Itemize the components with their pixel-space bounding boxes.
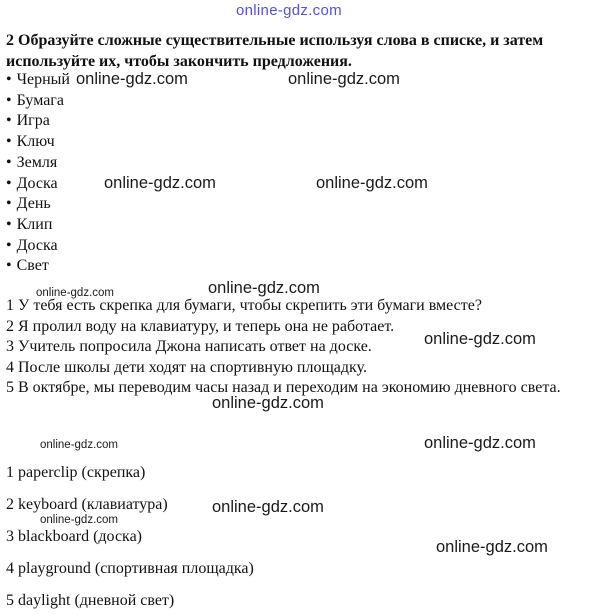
watermark: online-gdz.com: [104, 174, 216, 192]
watermark: online-gdz.com: [424, 330, 536, 348]
word-item: • День: [6, 194, 70, 215]
answer-item: 4 playground (спортивная площадка): [6, 560, 254, 577]
answer-item: 2 keyboard (клавиатура): [6, 496, 168, 513]
word-item: • Земля: [6, 153, 70, 174]
watermark: online-gdz.com: [436, 538, 548, 556]
watermark: online-gdz.com: [208, 279, 320, 297]
sentence-item: 2 Я пролил воду на клавиатуру, и теперь она не работает.: [6, 317, 395, 335]
word-item: • Свет: [6, 256, 70, 277]
watermark: online-gdz.com: [316, 174, 428, 192]
answer-item: 3 blackboard (доска): [6, 528, 143, 545]
sentence-item: 3 Учитель попросила Джона написать ответ на доске.: [6, 338, 372, 355]
word-item: • Клип: [6, 215, 70, 236]
task-title: 2 Образуйте сложные существительные используя слова в списке, и затем используйте их, чтобы закончить предложения.: [6, 32, 544, 70]
watermark: online-gdz.com: [212, 498, 324, 516]
sentence-item: 5 В октябре, мы переводим часы назад и переходим на экономию дневного света.: [6, 379, 561, 396]
word-item: • Игра: [6, 111, 70, 132]
watermark-header: online-gdz.com: [236, 2, 342, 19]
watermark: online-gdz.com: [40, 439, 118, 451]
watermark: online-gdz.com: [40, 514, 118, 526]
watermark: online-gdz.com: [76, 70, 188, 88]
word-item: • Черный: [6, 70, 70, 91]
sentence-item: 4 После школы дети ходят на спортивную площадку.: [6, 358, 367, 376]
word-item: • Бумага: [6, 91, 70, 112]
word-item: • Ключ: [6, 132, 70, 153]
answer-item: 1 paperclip (скрепка): [6, 464, 146, 481]
word-list: [6, 70, 70, 277]
answer-item: 5 daylight (дневной свет): [6, 592, 175, 609]
watermark: online-gdz.com: [36, 287, 114, 299]
watermark: online-gdz.com: [424, 434, 536, 452]
watermark: online-gdz.com: [212, 394, 324, 412]
word-item: • Доска: [6, 174, 70, 195]
sentence-item: 1 У тебя есть скрепка для бумаги, чтобы скрепить эти бумаги вместе?: [6, 297, 482, 314]
watermark: online-gdz.com: [288, 70, 400, 88]
word-item: • Доска: [6, 236, 70, 257]
